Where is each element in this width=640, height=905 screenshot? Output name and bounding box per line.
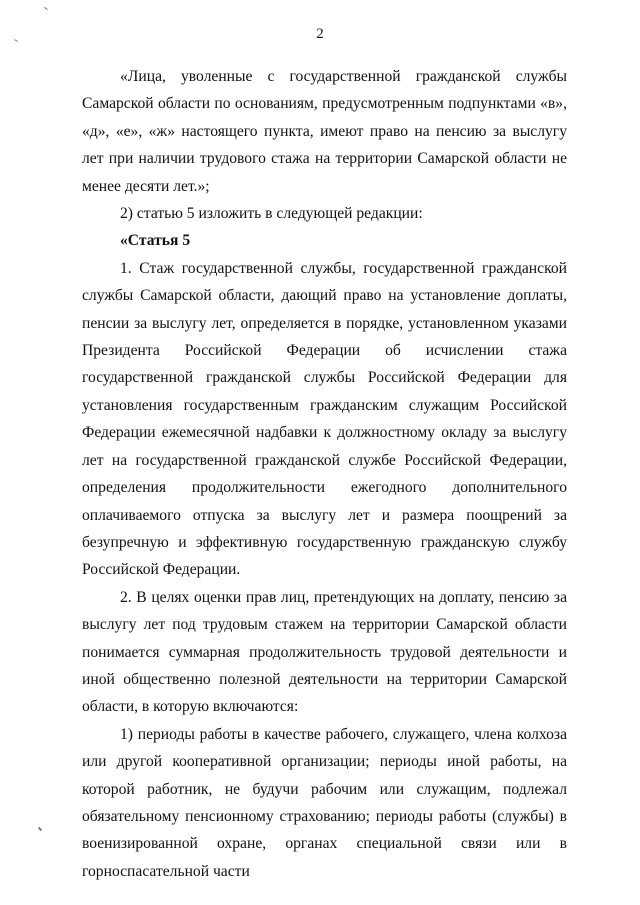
document-body: [82, 63, 567, 885]
article-subpoint-1: 1) периоды работы в качестве рабочего, служащего, члена колхоза или другой кооперативной организации; периоды иной работы, на которой работник, не будучи рабочим или служащим, подлежал обязательному пенсионному страхованию; периоды работы (службы) в военизированной охране, органах специальной связи или в горноспасательной части: [82, 725, 567, 880]
scan-speck: [38, 827, 42, 831]
article-heading: «Статья 5: [120, 232, 191, 250]
page-number: 2: [316, 26, 324, 42]
article-point-1: 1. Стаж государственной службы, государственной гражданской службы Самарской области, дающий право на установление доплаты, пенсии за выслугу лет, определяется в порядке, установленном указами Президента Российской Федерации об исчислении стажа государственной гражданской службы Российской Федерации для установления государственным гражданским служащим Российской Федерации ежемесячной надбавки к должностному окладу за выслугу лет на государственной гражданской службе Российской Федерации, определения продолжительности ежегодного дополнительного оплачиваемого отпуска за выслугу лет и размера поощрений за безупречную и эффективную государственную гражданскую службу Российской Федерации.: [82, 259, 567, 579]
article-point-2: 2. В целях оценки прав лиц, претендующих на доплату, пенсию за выслугу лет под трудовым стажем на территории Самарской области понимается суммарная продолжительность трудовой деятельности и иной общественно полезной деятельности на территории Самарской области, в которую включаются:: [82, 588, 567, 716]
scan-speck: [44, 7, 48, 10]
paragraph-item-2: 2) статью 5 изложить в следующей редакции:: [120, 205, 423, 223]
paragraph-quote: «Лица, уволенные с государственной гражданской службы Самарской области по основаниям, предусмотренным подпунктами «в», «д», «е», «ж» настоящего пункта, имеют право на пенсию за выслугу лет при наличии трудового стажа на территории Самарской области не менее десяти лет.»;: [82, 68, 567, 195]
